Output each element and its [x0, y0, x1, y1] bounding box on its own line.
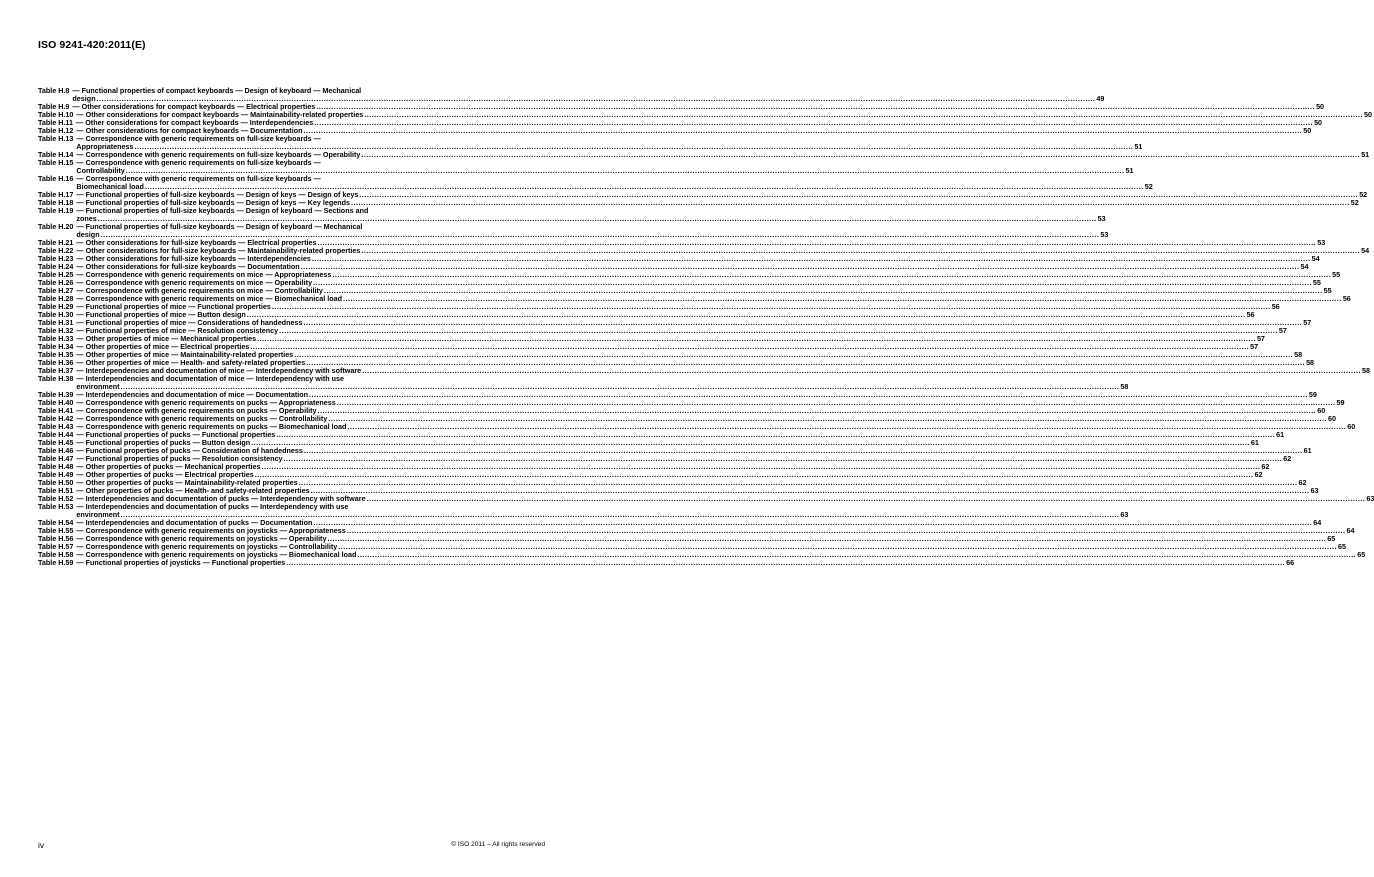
toc-entry-title: — Correspondence with generic requirements on joysticks — Appropriateness — [76, 526, 346, 535]
toc-leader-dots: ................................................................................................................................................................................................................................................................................................................................................................................................................ — [366, 494, 1366, 503]
toc-page-number: 58 — [1120, 382, 1129, 391]
toc-table-id: Table H.12 — [38, 126, 74, 135]
toc-table-id: Table H.38 — [38, 374, 74, 383]
toc-leader-dots: ................................................................................................................................................................................................................................................................................................................................................................................................................ — [309, 390, 1308, 399]
toc-page-number: 50 — [1303, 126, 1312, 135]
toc-table-id: Table H.48 — [38, 462, 74, 471]
toc-leader-dots: ................................................................................................................................................................................................................................................................................................................................................................................................................ — [125, 166, 1125, 175]
toc-page-number: 64 — [1346, 526, 1355, 535]
toc-page-number: 57 — [1278, 326, 1287, 335]
toc-leader-dots: ................................................................................................................................................................................................................................................................................................................................................................................................................ — [317, 406, 1317, 415]
toc-page-number: 64 — [1313, 518, 1322, 527]
toc-page-number: 53 — [1097, 214, 1106, 223]
toc-entry[interactable] — [38, 558, 1295, 567]
toc-entry-title: — Other considerations for full-size keyboards — Electrical properties — [76, 238, 317, 247]
toc-leader-dots: ................................................................................................................................................................................................................................................................................................................................................................................................................ — [100, 230, 1100, 239]
toc-entry-title: Controllability — [76, 166, 125, 175]
toc-entry-title: — Correspondence with generic requirements on mice — Controllability — [76, 286, 323, 295]
toc-entry[interactable] — [38, 222, 1109, 239]
toc-entry[interactable] — [38, 158, 1134, 175]
toc-entry-title: Appropriateness — [76, 142, 134, 151]
toc-page-number: 57 — [1256, 334, 1265, 343]
toc-entry[interactable] — [38, 502, 1129, 519]
toc-page-number: 55 — [1332, 270, 1341, 279]
toc-table-id: Table H.53 — [38, 502, 74, 511]
toc-entry-title: — Correspondence with generic requirements on pucks — Operability — [76, 406, 317, 415]
toc-entry-title: — Correspondence with generic requirements on full-size keyboards — — [76, 174, 321, 183]
toc-table-id: Table H.25 — [38, 270, 74, 279]
toc-entry-title: — Correspondence with generic requirements on pucks — Appropriateness — [76, 398, 336, 407]
toc-page-number: 61 — [1250, 438, 1259, 447]
toc-table-id: Table H.44 — [38, 430, 74, 439]
toc-table-id: Table H.36 — [38, 358, 74, 367]
toc-leader-dots: ................................................................................................................................................................................................................................................................................................................................................................................................................ — [313, 278, 1312, 287]
toc-page-number: 54 — [1361, 246, 1370, 255]
toc-leader-dots: ................................................................................................................................................................................................................................................................................................................................................................................................................ — [144, 182, 1144, 191]
toc-leader-dots: ................................................................................................................................................................................................................................................................................................................................................................................................................ — [332, 270, 1332, 279]
toc-leader-dots: ................................................................................................................................................................................................................................................................................................................................................................................................................ — [257, 334, 1256, 343]
toc-page-number: 57 — [1250, 342, 1259, 351]
toc-table-id: Table H.46 — [38, 446, 74, 455]
toc-table-id: Table H.52 — [38, 494, 74, 503]
toc-table-id: Table H.50 — [38, 478, 74, 487]
toc-leader-dots: ................................................................................................................................................................................................................................................................................................................................................................................................................ — [336, 398, 1336, 407]
toc-entry-title: — Functional properties of full-size keyboards — Design of keys — Design of keys — [76, 190, 359, 199]
toc-entry-title: — Other considerations for full-size keyboards — Interdependencies — [76, 254, 311, 263]
toc-page-number: 62 — [1261, 462, 1270, 471]
toc-table-id: Table H.8 — [38, 86, 70, 95]
toc-page-number: 60 — [1328, 414, 1337, 423]
toc-table-id: Table H.20 — [38, 222, 74, 231]
toc-page-number: 65 — [1338, 542, 1347, 551]
toc-leader-dots: ................................................................................................................................................................................................................................................................................................................................................................................................................ — [311, 254, 1311, 263]
toc-entry-title: — Other considerations for compact keyboards — Electrical properties — [72, 102, 316, 111]
toc-table-id: Table H.26 — [38, 278, 74, 287]
toc-page-number: 53 — [1317, 238, 1326, 247]
toc-entry-title: — Functional properties of mice — Considerations of handedness — [76, 318, 303, 327]
toc-entry-title: — Other considerations for full-size keyboards — Documentation — [76, 262, 300, 271]
toc-leader-dots: ................................................................................................................................................................................................................................................................................................................................................................................................................ — [261, 462, 1261, 471]
toc-entry-title: — Other properties of mice — Mechanical properties — [76, 334, 257, 343]
toc-leader-dots: ................................................................................................................................................................................................................................................................................................................................................................................................................ — [271, 302, 1271, 311]
toc-entry-title: — Functional properties of full-size keyboards — Design of keys — Key legends — [76, 198, 351, 207]
table-of-contents — [38, 86, 1374, 567]
toc-leader-dots: ................................................................................................................................................................................................................................................................................................................................................................................................................ — [306, 358, 1306, 367]
toc-table-id: Table H.51 — [38, 486, 74, 495]
toc-page-number: 52 — [1350, 198, 1359, 207]
toc-entry-title: — Functional properties of pucks — Functional properties — [76, 430, 276, 439]
toc-table-id: Table H.45 — [38, 438, 74, 447]
toc-leader-dots: ................................................................................................................................................................................................................................................................................................................................................................................................................ — [254, 470, 1254, 479]
toc-leader-dots: ................................................................................................................................................................................................................................................................................................................................................................................................................ — [361, 246, 1361, 255]
toc-table-id: Table H.23 — [38, 254, 74, 263]
toc-leader-dots: ................................................................................................................................................................................................................................................................................................................................................................................................................ — [357, 550, 1357, 559]
toc-leader-dots: ................................................................................................................................................................................................................................................................................................................................................................................................................ — [300, 262, 1300, 271]
toc-table-id: Table H.33 — [38, 334, 74, 343]
toc-table-id: Table H.17 — [38, 190, 74, 199]
toc-page-number: 59 — [1336, 398, 1345, 407]
toc-entry-title: — Other considerations for full-size keyboards — Maintainability-related properties — [76, 246, 361, 255]
toc-entry-title: — Other considerations for compact keyboards — Interdependencies — [76, 118, 314, 127]
toc-entry[interactable] — [38, 86, 1105, 103]
toc-leader-dots: ................................................................................................................................................................................................................................................................................................................................................................................................................ — [346, 526, 1346, 535]
toc-page-number: 61 — [1303, 446, 1312, 455]
toc-entry-title: — Interdependencies and documentation of mice — Documentation — [76, 390, 309, 399]
toc-table-id: Table H.55 — [38, 526, 74, 535]
toc-page-number: 56 — [1342, 294, 1351, 303]
toc-table-id: Table H.39 — [38, 390, 74, 399]
toc-page-number: 55 — [1312, 278, 1321, 287]
toc-entry-title: — Other properties of mice — Maintainability-related properties — [76, 350, 294, 359]
toc-entry-title: — Correspondence with generic requirements on joysticks — Operability — [76, 534, 327, 543]
toc-page-number: 63 — [1366, 494, 1374, 503]
toc-table-id: Table H.15 — [38, 158, 74, 167]
toc-table-id: Table H.41 — [38, 406, 74, 415]
toc-leader-dots: ................................................................................................................................................................................................................................................................................................................................................................................................................ — [313, 518, 1313, 527]
toc-table-id: Table H.32 — [38, 326, 74, 335]
toc-entry-title: — Other properties of pucks — Electrical properties — [76, 470, 254, 479]
toc-leader-dots: ................................................................................................................................................................................................................................................................................................................................................................................................................ — [364, 110, 1363, 119]
toc-table-id: Table H.18 — [38, 198, 74, 207]
toc-entry-title: — Other considerations for compact keyboards — Documentation — [76, 126, 303, 135]
toc-entry-title: — Interdependencies and documentation of pucks — Interdependency with software — [76, 494, 366, 503]
toc-table-id: Table H.16 — [38, 174, 74, 183]
toc-entry-title: — Correspondence with generic requirements on pucks — Controllability — [76, 414, 328, 423]
toc-entry-title: — Functional properties of full-size keyboards — Design of keyboard — Mechanical — [76, 222, 363, 231]
toc-table-id: Table H.43 — [38, 422, 74, 431]
toc-entry-title: — Functional properties of mice — Resolution consistency — [76, 326, 279, 335]
toc-leader-dots: ................................................................................................................................................................................................................................................................................................................................................................................................................ — [250, 342, 1250, 351]
toc-entry-title: — Correspondence with generic requirements on joysticks — Controllability — [76, 542, 338, 551]
toc-page-number: 59 — [1308, 390, 1317, 399]
toc-table-id: Table H.47 — [38, 454, 74, 463]
toc-table-id: Table H.37 — [38, 366, 74, 375]
toc-leader-dots: ................................................................................................................................................................................................................................................................................................................................................................................................................ — [362, 366, 1361, 375]
toc-table-id: Table H.13 — [38, 134, 74, 143]
toc-leader-dots: ................................................................................................................................................................................................................................................................................................................................................................................................................ — [298, 478, 1298, 487]
toc-leader-dots: ................................................................................................................................................................................................................................................................................................................................................................................................................ — [276, 430, 1276, 439]
toc-page-number: 57 — [1303, 318, 1312, 327]
toc-page-number: 50 — [1314, 118, 1323, 127]
toc-page-number: 52 — [1359, 190, 1368, 199]
toc-leader-dots: ................................................................................................................................................................................................................................................................................................................................................................................................................ — [316, 102, 1316, 111]
toc-entry-title: — Functional properties of pucks — Button design — [76, 438, 251, 447]
toc-table-id: Table H.27 — [38, 286, 74, 295]
toc-table-id: Table H.59 — [38, 558, 74, 567]
toc-table-id: Table H.31 — [38, 318, 74, 327]
toc-leader-dots: ................................................................................................................................................................................................................................................................................................................................................................................................................ — [286, 558, 1286, 567]
toc-leader-dots: ................................................................................................................................................................................................................................................................................................................................................................................................................ — [351, 198, 1350, 207]
toc-page-number: 65 — [1327, 534, 1336, 543]
toc-entry-title: — Interdependencies and documentation of pucks — Interdependency with use — [76, 502, 349, 511]
toc-page-number: 54 — [1311, 254, 1320, 263]
toc-leader-dots: ................................................................................................................................................................................................................................................................................................................................................................................................................ — [120, 510, 1120, 519]
toc-entry-title: Biomechanical load — [76, 182, 144, 191]
toc-leader-dots: ................................................................................................................................................................................................................................................................................................................................................................................................................ — [361, 150, 1361, 159]
toc-entry-title: — Functional properties of mice — Button design — [76, 310, 246, 319]
toc-entry-title: — Other properties of mice — Electrical properties — [76, 342, 250, 351]
toc-leader-dots: ................................................................................................................................................................................................................................................................................................................................................................................................................ — [303, 126, 1303, 135]
toc-page-number: 58 — [1306, 358, 1315, 367]
toc-entry-title: environment — [76, 382, 120, 391]
toc-page-number: 50 — [1363, 110, 1372, 119]
toc-entry-title: — Correspondence with generic requirements on mice — Appropriateness — [76, 270, 332, 279]
document-header: ISO 9241-420:2011(E) — [38, 39, 146, 51]
toc-leader-dots: ................................................................................................................................................................................................................................................................................................................................................................................................................ — [246, 310, 1246, 319]
toc-entry-title: — Functional properties of pucks — Consideration of handedness — [76, 446, 303, 455]
toc-leader-dots: ................................................................................................................................................................................................................................................................................................................................................................................................................ — [347, 422, 1347, 431]
toc-page-number: 63 — [1310, 486, 1319, 495]
toc-entry-title: environment — [76, 510, 120, 519]
toc-table-id: Table H.35 — [38, 350, 74, 359]
toc-table-id: Table H.14 — [38, 150, 74, 159]
toc-table-id: Table H.58 — [38, 550, 74, 559]
toc-entry-title: — Other properties of pucks — Health- and safety-related properties — [76, 486, 310, 495]
toc-leader-dots: ................................................................................................................................................................................................................................................................................................................................................................................................................ — [120, 382, 1120, 391]
toc-leader-dots: ................................................................................................................................................................................................................................................................................................................................................................................................................ — [96, 94, 1096, 103]
toc-leader-dots: ................................................................................................................................................................................................................................................................................................................................................................................................................ — [327, 534, 1327, 543]
toc-table-id: Table H.34 — [38, 342, 74, 351]
toc-leader-dots: ................................................................................................................................................................................................................................................................................................................................................................................................................ — [328, 414, 1328, 423]
toc-entry-title: — Correspondence with generic requirements on full-size keyboards — — [76, 158, 321, 167]
toc-leader-dots: ................................................................................................................................................................................................................................................................................................................................................................................................................ — [294, 350, 1294, 359]
toc-leader-dots: ................................................................................................................................................................................................................................................................................................................................................................................................................ — [134, 142, 1134, 151]
toc-entry-title: — Functional properties of pucks — Resolution consistency — [76, 454, 283, 463]
toc-table-id: Table H.30 — [38, 310, 74, 319]
toc-page-number: 52 — [1144, 182, 1153, 191]
toc-leader-dots: ................................................................................................................................................................................................................................................................................................................................................................................................................ — [317, 238, 1317, 247]
toc-leader-dots: ................................................................................................................................................................................................................................................................................................................................................................................................................ — [343, 294, 1342, 303]
toc-table-id: Table H.10 — [38, 110, 74, 119]
toc-page-number: 51 — [1361, 150, 1370, 159]
toc-entry-title: — Other properties of pucks — Maintainability-related properties — [76, 478, 298, 487]
toc-page-number: 65 — [1357, 550, 1366, 559]
toc-entry[interactable] — [38, 134, 1143, 151]
toc-page-number: 62 — [1298, 478, 1307, 487]
toc-table-id: Table H.29 — [38, 302, 74, 311]
toc-entry-title: — Other properties of pucks — Mechanical properties — [76, 462, 261, 471]
toc-table-id: Table H.42 — [38, 414, 74, 423]
toc-table-id: Table H.22 — [38, 246, 74, 255]
toc-entry-title: design — [76, 230, 100, 239]
toc-leader-dots: ................................................................................................................................................................................................................................................................................................................................................................................................................ — [314, 118, 1314, 127]
toc-leader-dots: ................................................................................................................................................................................................................................................................................................................................................................................................................ — [97, 214, 1097, 223]
toc-entry-title: design — [72, 94, 96, 103]
toc-table-id: Table H.54 — [38, 518, 74, 527]
toc-leader-dots: ................................................................................................................................................................................................................................................................................................................................................................................................................ — [323, 286, 1323, 295]
toc-table-id: Table H.19 — [38, 206, 74, 215]
toc-table-id: Table H.21 — [38, 238, 74, 247]
toc-entry[interactable] — [38, 174, 1153, 191]
page-number: iv — [38, 840, 45, 850]
toc-page-number: 60 — [1317, 406, 1326, 415]
toc-entry-title: — Correspondence with generic requirements on pucks — Biomechanical load — [76, 422, 347, 431]
toc-entry-title: — Correspondence with generic requirements on joysticks — Biomechanical load — [76, 550, 357, 559]
toc-page-number: 60 — [1347, 422, 1356, 431]
toc-entry-title: — Other properties of mice — Health- and safety-related properties — [76, 358, 306, 367]
toc-page-number: 66 — [1286, 558, 1295, 567]
toc-entry[interactable] — [38, 206, 1106, 223]
toc-table-id: Table H.57 — [38, 542, 74, 551]
toc-table-id: Table H.9 — [38, 102, 70, 111]
toc-entry-title: zones — [76, 214, 97, 223]
toc-page-number: 56 — [1271, 302, 1280, 311]
toc-page-number: 62 — [1283, 454, 1292, 463]
toc-leader-dots: ................................................................................................................................................................................................................................................................................................................................................................................................................ — [303, 318, 1303, 327]
toc-page-number: 55 — [1323, 286, 1332, 295]
toc-page-number: 51 — [1125, 166, 1134, 175]
toc-entry-title: — Functional properties of compact keyboards — Design of keyboard — Mechanical — [72, 86, 362, 95]
toc-entry-title: — Interdependencies and documentation of mice — Interdependency with use — [76, 374, 345, 383]
toc-table-id: Table H.24 — [38, 262, 74, 271]
toc-leader-dots: ................................................................................................................................................................................................................................................................................................................................................................................................................ — [338, 542, 1338, 551]
toc-entry-title: — Interdependencies and documentation of pucks — Documentation — [76, 518, 313, 527]
toc-page-number: 58 — [1361, 366, 1370, 375]
toc-page-number: 49 — [1096, 94, 1105, 103]
toc-page-number: 61 — [1276, 430, 1285, 439]
toc-table-id: Table H.28 — [38, 294, 74, 303]
toc-entry-title: — Other considerations for compact keyboards — Maintainability-related properties — [76, 110, 364, 119]
toc-entry-title: — Functional properties of mice — Functional properties — [76, 302, 271, 311]
toc-leader-dots: ................................................................................................................................................................................................................................................................................................................................................................................................................ — [279, 326, 1278, 335]
toc-leader-dots: ................................................................................................................................................................................................................................................................................................................................................................................................................ — [359, 190, 1359, 199]
toc-page-number: 51 — [1134, 142, 1143, 151]
toc-leader-dots: ................................................................................................................................................................................................................................................................................................................................................................................................................ — [310, 486, 1310, 495]
toc-entry-title: — Interdependencies and documentation of mice — Interdependency with software — [76, 366, 362, 375]
toc-page-number: 50 — [1316, 102, 1325, 111]
toc-leader-dots: ................................................................................................................................................................................................................................................................................................................................................................................................................ — [283, 454, 1283, 463]
toc-entry-title: — Functional properties of joysticks — Functional properties — [76, 558, 286, 567]
toc-leader-dots: ................................................................................................................................................................................................................................................................................................................................................................................................................ — [303, 446, 1303, 455]
toc-table-id: Table H.40 — [38, 398, 74, 407]
toc-page-number: 62 — [1254, 470, 1263, 479]
toc-page-number: 63 — [1120, 510, 1129, 519]
toc-table-id: Table H.11 — [38, 118, 74, 127]
toc-table-id: Table H.56 — [38, 534, 74, 543]
toc-page-number: 58 — [1294, 350, 1303, 359]
toc-page-number: 53 — [1100, 230, 1109, 239]
toc-entry-title: — Functional properties of full-size keyboards — Design of keyboard — Sections and — [76, 206, 369, 215]
toc-entry-title: — Correspondence with generic requirements on full-size keyboards — — [76, 134, 321, 143]
toc-entry-title: — Correspondence with generic requirements on full-size keyboards — Operability — [76, 150, 361, 159]
toc-entry-title: — Correspondence with generic requirements on mice — Operability — [76, 278, 313, 287]
toc-entry[interactable] — [38, 374, 1129, 391]
toc-table-id: Table H.49 — [38, 470, 74, 479]
copyright-notice: © ISO 2011 – All rights reserved — [451, 841, 545, 848]
toc-page-number: 54 — [1300, 262, 1309, 271]
toc-page-number: 56 — [1246, 310, 1255, 319]
toc-leader-dots: ................................................................................................................................................................................................................................................................................................................................................................................................................ — [251, 438, 1250, 447]
toc-entry-title: — Correspondence with generic requirements on mice — Biomechanical load — [76, 294, 343, 303]
